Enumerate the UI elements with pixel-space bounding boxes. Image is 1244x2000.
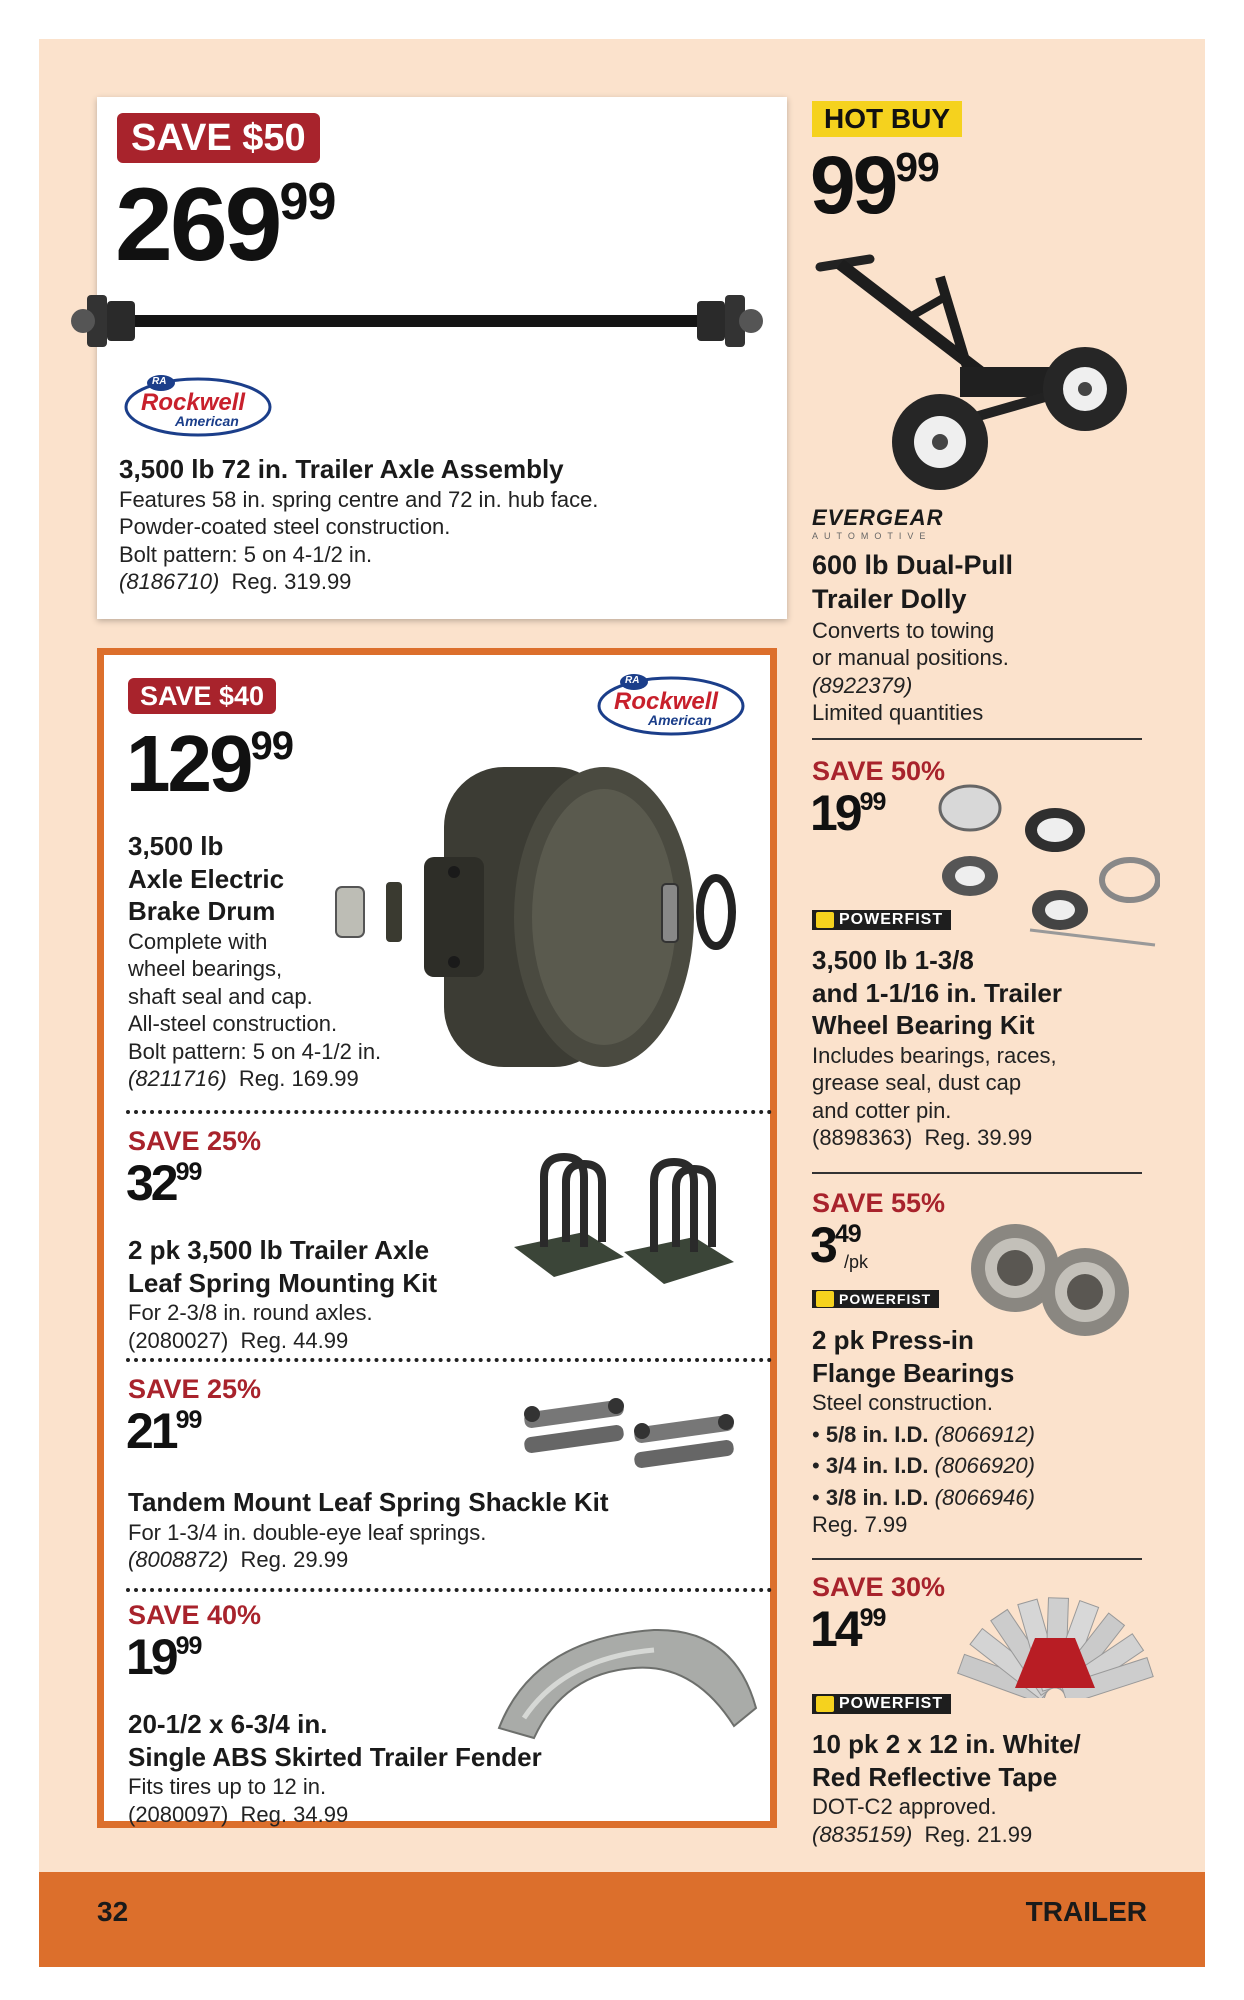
product-info: [128, 830, 468, 1093]
regular-price: Reg. 7.99: [812, 1512, 908, 1537]
sale-price: [126, 1403, 202, 1459]
brand-sub: American: [648, 712, 712, 728]
price-cents: 49: [834, 1219, 861, 1248]
sku: (2080027): [128, 1327, 229, 1353]
sku-reg-line: [128, 1546, 758, 1574]
product-desc-line: Steel construction.: [812, 1390, 993, 1415]
sku: (8066920): [934, 1453, 1035, 1478]
sku-reg-line: [119, 568, 779, 596]
size-option: • 3/4 in. I.D. (8066920): [812, 1453, 1035, 1478]
sale-price: [126, 719, 293, 808]
flange-bearing-image: [960, 1218, 1150, 1338]
product-info: [128, 1486, 758, 1574]
product-info: [128, 1708, 758, 1828]
trailer-dolly-image: [810, 237, 1150, 497]
product-desc-line: Bolt pattern: 5 on 4-1/2 in.: [128, 1038, 382, 1064]
sku: (8066912): [934, 1421, 1035, 1447]
product-title-line: Flange Bearings: [812, 1357, 1015, 1388]
product-desc-line: Converts to towing: [812, 617, 995, 643]
product-title-line: Brake Drum: [128, 896, 276, 926]
price-dollars: 14: [810, 1601, 860, 1657]
product-desc-line: Features 58 in. spring centre and 72 in. hub face.: [119, 486, 599, 512]
bearing-kit-image: [930, 780, 1160, 950]
product-info: [119, 453, 779, 596]
product-desc-line: Includes bearings, races,: [812, 1042, 1057, 1068]
product-title-line: Leaf Spring Mounting Kit: [128, 1267, 438, 1298]
divider: [812, 1558, 1142, 1560]
sale-price: [126, 1155, 202, 1211]
save-label: SAVE 55%: [812, 1188, 946, 1218]
product-title-line: 2 pk Press-in: [812, 1325, 974, 1355]
sale-price: [810, 140, 939, 231]
fist-icon: [816, 1291, 834, 1307]
evergear-logo: [812, 505, 943, 541]
product-info: [128, 1234, 648, 1354]
section-title: TRAILER: [1025, 1896, 1147, 1927]
price-cents: 99: [250, 724, 293, 769]
sku: (8211716): [128, 1066, 227, 1091]
product-title-line: 10 pk 2 x 12 in. White/: [812, 1729, 1081, 1759]
trailer-dolly-card[interactable]: [810, 97, 1190, 737]
product-title-line: 20-1/2 x 6-3/4 in.: [128, 1709, 328, 1739]
price-cents: 99: [175, 1157, 202, 1186]
reflective-tape-card[interactable]: [810, 1568, 1190, 1864]
regular-price: Reg. 39.99: [924, 1125, 1033, 1150]
size-label: 5/8 in. I.D.: [825, 1421, 929, 1447]
axle-assembly-card[interactable]: [97, 97, 787, 619]
brand-name: Rockwell: [614, 688, 719, 715]
product-title-line: Axle Electric: [128, 863, 285, 894]
flange-bearings-card[interactable]: [810, 1184, 1190, 1554]
sale-price: [810, 1601, 886, 1657]
rockwell-american-logo: [596, 672, 746, 736]
product-desc-line: Complete with: [128, 928, 268, 954]
sku-reg-line: [128, 1065, 468, 1093]
price-dollars: 99: [810, 140, 896, 231]
size-option: • 5/8 in. I.D. (8066912): [812, 1421, 1035, 1447]
brake-drum-card[interactable]: [124, 672, 772, 1102]
sku: (8898363): [812, 1125, 913, 1150]
shackle-kit-card[interactable]: [124, 1374, 772, 1584]
product-desc-line: and cotter pin.: [812, 1097, 952, 1123]
save-badge: SAVE $40: [128, 678, 276, 714]
price-dollars: 21: [126, 1403, 176, 1459]
divider: [126, 1110, 772, 1114]
price-dollars: 269: [115, 167, 280, 283]
trailer-fender-card[interactable]: [124, 1600, 772, 1830]
reflective-tape-image: [950, 1588, 1160, 1698]
product-title-line: 600 lb Dual-Pull: [812, 550, 1014, 580]
fist-icon: [816, 1696, 834, 1712]
price-cents: 99: [859, 787, 886, 816]
rockwell-american-logo: [123, 373, 273, 437]
divider: [812, 738, 1142, 740]
product-desc-line: All-steel construction.: [128, 1011, 338, 1036]
product-info: [812, 1324, 1182, 1539]
sku: (8835159): [812, 1821, 913, 1847]
regular-price: Reg. 319.99: [231, 569, 352, 594]
sku: (8066946): [934, 1484, 1035, 1510]
price-dollars: 32: [126, 1155, 176, 1211]
product-desc-line: Fits tires up to 12 in.: [128, 1774, 327, 1799]
availability-note: Limited quantities: [812, 700, 984, 725]
sku: (8008872): [128, 1547, 229, 1572]
divider: [812, 1172, 1142, 1174]
divider: [126, 1358, 772, 1362]
product-info: [812, 1728, 1182, 1848]
price-cents: 99: [279, 173, 336, 232]
product-desc-line: DOT-C2 approved.: [812, 1794, 997, 1819]
leaf-spring-kit-card[interactable]: [124, 1126, 772, 1351]
brand-sub: AUTOMOTIVE: [812, 531, 932, 541]
price-dollars: 19: [126, 1629, 176, 1685]
regular-price: Reg. 34.99: [240, 1801, 349, 1827]
sku-reg-line: [812, 1821, 1182, 1849]
size-option: • 3/8 in. I.D. (8066946): [812, 1484, 1035, 1510]
product-desc-line: For 1-3/4 in. double-eye leaf springs.: [128, 1519, 487, 1545]
save-label: SAVE 25%: [128, 1126, 262, 1156]
product-title-line: Single ABS Skirted Trailer Fender: [128, 1741, 542, 1772]
axle-image: [67, 287, 787, 357]
sku-reg-line: [128, 1327, 648, 1355]
product-title-line: Red Reflective Tape: [812, 1761, 1058, 1792]
price-dollars: 3: [810, 1217, 835, 1273]
price-unit: /pk: [844, 1252, 869, 1272]
brand-name: EVERGEAR: [812, 505, 944, 530]
page-number: 32: [97, 1896, 129, 1927]
price-cents: 99: [175, 1631, 202, 1660]
product-desc-line: or manual positions.: [812, 645, 1009, 670]
sale-price: [115, 167, 336, 283]
sku: (8186710): [119, 569, 220, 594]
powerfist-logo: [812, 1290, 939, 1312]
hot-buy-badge: HOT BUY: [812, 101, 962, 137]
brand-badge: RA: [152, 376, 167, 387]
price-cents: 99: [175, 1405, 202, 1434]
product-title-line: 3,500 lb: [128, 831, 224, 861]
brand-sub: American: [175, 413, 239, 429]
product-desc-line: shaft seal and cap.: [128, 983, 313, 1009]
product-desc-line: Bolt pattern: 5 on 4-1/2 in.: [119, 541, 373, 567]
product-title-line: Trailer Dolly: [812, 583, 967, 614]
sku-reg-line: [812, 1124, 1182, 1152]
save-label: SAVE 25%: [128, 1374, 262, 1404]
price-cents: 99: [895, 144, 939, 191]
regular-price: Reg. 44.99: [240, 1327, 349, 1353]
save-label: SAVE 40%: [128, 1600, 262, 1630]
sale-price: [810, 785, 886, 841]
brand-name: POWERFIST: [839, 1695, 944, 1712]
brand-name: POWERFIST: [839, 911, 944, 928]
save-badge: SAVE $50: [117, 113, 320, 163]
brand-badge: RA: [625, 675, 640, 686]
save-label: SAVE 30%: [812, 1572, 946, 1602]
sku-reg-line: [128, 1801, 758, 1829]
shackle-kit-image: [514, 1376, 754, 1476]
product-desc-line: wheel bearings,: [128, 956, 283, 981]
divider: [126, 1588, 772, 1592]
save-label: SAVE 50%: [812, 756, 946, 786]
brand-name: POWERFIST: [839, 1291, 932, 1307]
product-desc-line: Powder-coated steel construction.: [119, 514, 451, 539]
regular-price: Reg. 21.99: [924, 1821, 1033, 1847]
product-title-line: and 1-1/16 in. Trailer: [812, 977, 1062, 1008]
size-label: 3/8 in. I.D.: [825, 1484, 929, 1510]
sale-price: [126, 1629, 202, 1685]
wheel-bearing-kit-card[interactable]: [810, 752, 1190, 1162]
brand-name: Rockwell: [141, 389, 246, 416]
powerfist-logo: [812, 910, 951, 933]
price-dollars: 19: [810, 785, 860, 841]
sku: (8922379): [812, 672, 913, 698]
product-info: [812, 944, 1182, 1152]
price-cents: 99: [859, 1603, 886, 1632]
sku: (2080097): [128, 1801, 229, 1827]
regular-price: Reg. 29.99: [240, 1547, 349, 1572]
product-title-line: Wheel Bearing Kit: [812, 1010, 1035, 1040]
price-dollars: 129: [126, 719, 251, 808]
product-info: [812, 549, 1182, 727]
product-title: 3,500 lb 72 in. Trailer Axle Assembly: [119, 454, 564, 484]
page-footer: [39, 1872, 1205, 1967]
powerfist-logo: [812, 1694, 951, 1717]
product-title-line: 2 pk 3,500 lb Trailer Axle: [128, 1235, 430, 1265]
product-title: Tandem Mount Leaf Spring Shackle Kit: [128, 1487, 609, 1517]
product-desc-line: For 2-3/8 in. round axles.: [128, 1300, 373, 1325]
product-title-line: 3,500 lb 1-3/8: [812, 945, 974, 975]
size-label: 3/4 in. I.D.: [825, 1453, 929, 1478]
product-desc-line: grease seal, dust cap: [812, 1070, 1022, 1095]
fist-icon: [816, 912, 834, 928]
regular-price: Reg. 169.99: [238, 1066, 359, 1091]
